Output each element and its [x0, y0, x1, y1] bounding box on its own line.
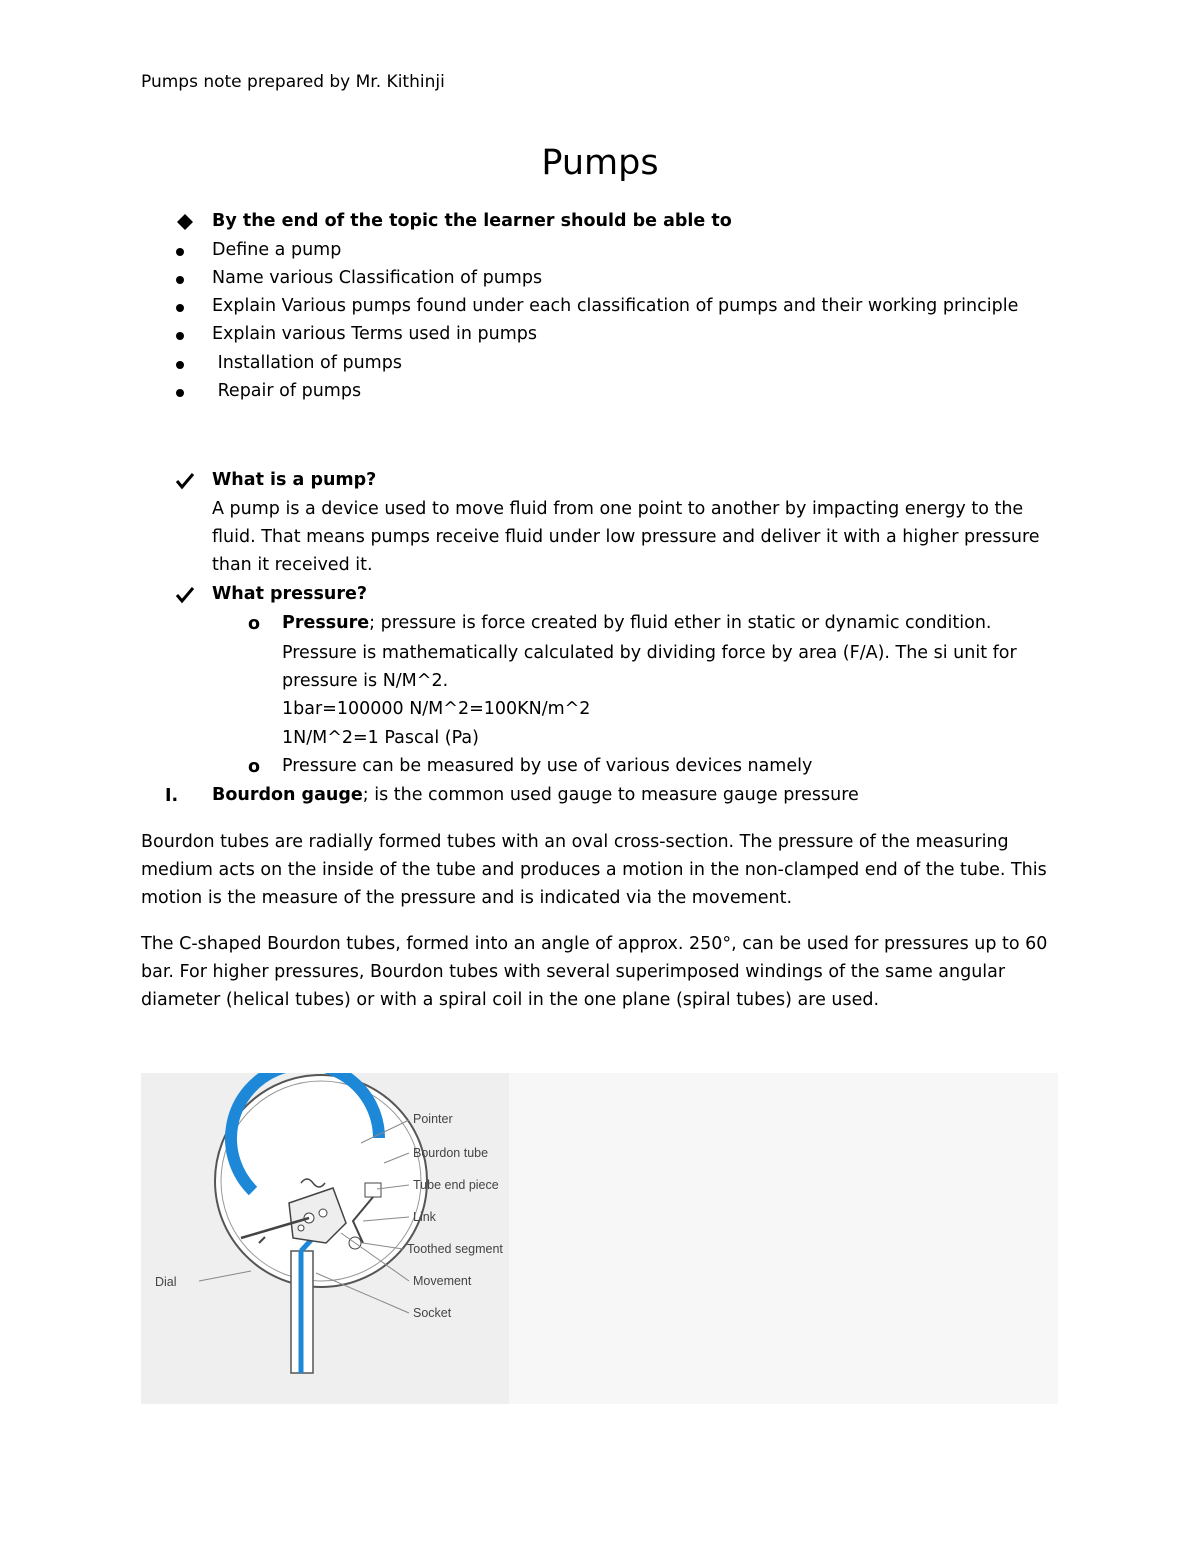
diamond-bullet-icon [176, 213, 194, 231]
label-tube-end-piece: Tube end piece [413, 1178, 499, 1192]
label-dial: Dial [155, 1275, 177, 1289]
section-heading-what-is-pump: What is a pump? [212, 470, 377, 490]
bourdon-heading-text: ; is the common used gauge to measure gauge pressure [362, 785, 859, 805]
label-pointer: Pointer [413, 1112, 453, 1126]
bullet-icon [176, 304, 184, 312]
objective-item: Define a pump [212, 240, 342, 260]
pressure-definition [282, 613, 992, 633]
label-link: Link [413, 1210, 436, 1224]
sub-bullet-marker: o [248, 614, 261, 634]
body-line: A pump is a device used to move fluid from one point to another by impacting energy to the [212, 499, 1024, 519]
pressure-term: Pressure [282, 613, 370, 633]
bullet-icon [176, 332, 184, 340]
label-bourdon-tube: Bourdon tube [413, 1146, 489, 1160]
bourdon-paragraph-2: The C-shaped Bourdon tubes, formed into an angle of approx. 250°, can be used for pressures up to 60 bar. For higher pressures, Bourdon tubes with several superimposed windings of the same angular diameter (helical tubes) or with a spiral coil in the one plane (spiral tubes) are used. [141, 934, 1048, 1010]
formula-line: 1N/M^2=1 Pascal (Pa) [282, 728, 479, 748]
label-socket: Socket [413, 1306, 452, 1320]
label-toothed-segment: Toothed segment [407, 1242, 503, 1256]
bourdon-gauge-diagram [141, 1073, 509, 1404]
objective-item: Repair of pumps [212, 381, 362, 401]
sub-bullet-marker: o [248, 757, 261, 777]
bullet-icon [176, 361, 184, 369]
checkmark-icon [175, 586, 195, 604]
body-line: Pressure is mathematically calculated by dividing force by area (F/A). The si unit for [282, 643, 1017, 663]
body-line: Pressure can be measured by use of various devices namely [282, 756, 813, 776]
bourdon-paragraph-1: Bourdon tubes are radially formed tubes with an oval cross-section. The pressure of the measuring medium acts on the inside of the tube and produces a motion in the non-clamped end of the tube. This motion is the measure of the pressure and is indicated via the movement. [141, 832, 1047, 908]
bullet-icon [176, 389, 184, 397]
page-title: Pumps [541, 143, 659, 183]
bourdon-gauge-illustration [141, 1073, 509, 1404]
checkmark-icon [175, 472, 195, 490]
body-line: pressure is N/M^2. [282, 671, 449, 691]
body-line: fluid. That means pumps receive fluid under low pressure and deliver it with a higher pressure [212, 527, 1040, 547]
objective-item: Explain Various pumps found under each classification of pumps and their working principle [212, 296, 1019, 316]
bullet-icon [176, 248, 184, 256]
page-header: Pumps note prepared by Mr. Kithinji [141, 72, 445, 92]
objective-item: Installation of pumps [212, 353, 402, 373]
pressure-definition-text: ; pressure is force created by fluid ether in static or dynamic condition. [369, 613, 992, 633]
list-numeral: I. [165, 786, 179, 806]
objective-item: Explain various Terms used in pumps [212, 324, 537, 344]
objective-item: Name various Classification of pumps [212, 268, 543, 288]
section-heading-what-pressure: What pressure? [212, 584, 367, 604]
bullet-icon [176, 276, 184, 284]
body-line: than it received it. [212, 555, 373, 575]
objectives-heading: By the end of the topic the learner should be able to [212, 211, 732, 231]
bourdon-term: Bourdon gauge [212, 785, 363, 805]
bourdon-heading [212, 785, 859, 805]
label-movement: Movement [413, 1274, 472, 1288]
formula-line: 1bar=100000 N/M^2=100KN/m^2 [282, 699, 591, 719]
